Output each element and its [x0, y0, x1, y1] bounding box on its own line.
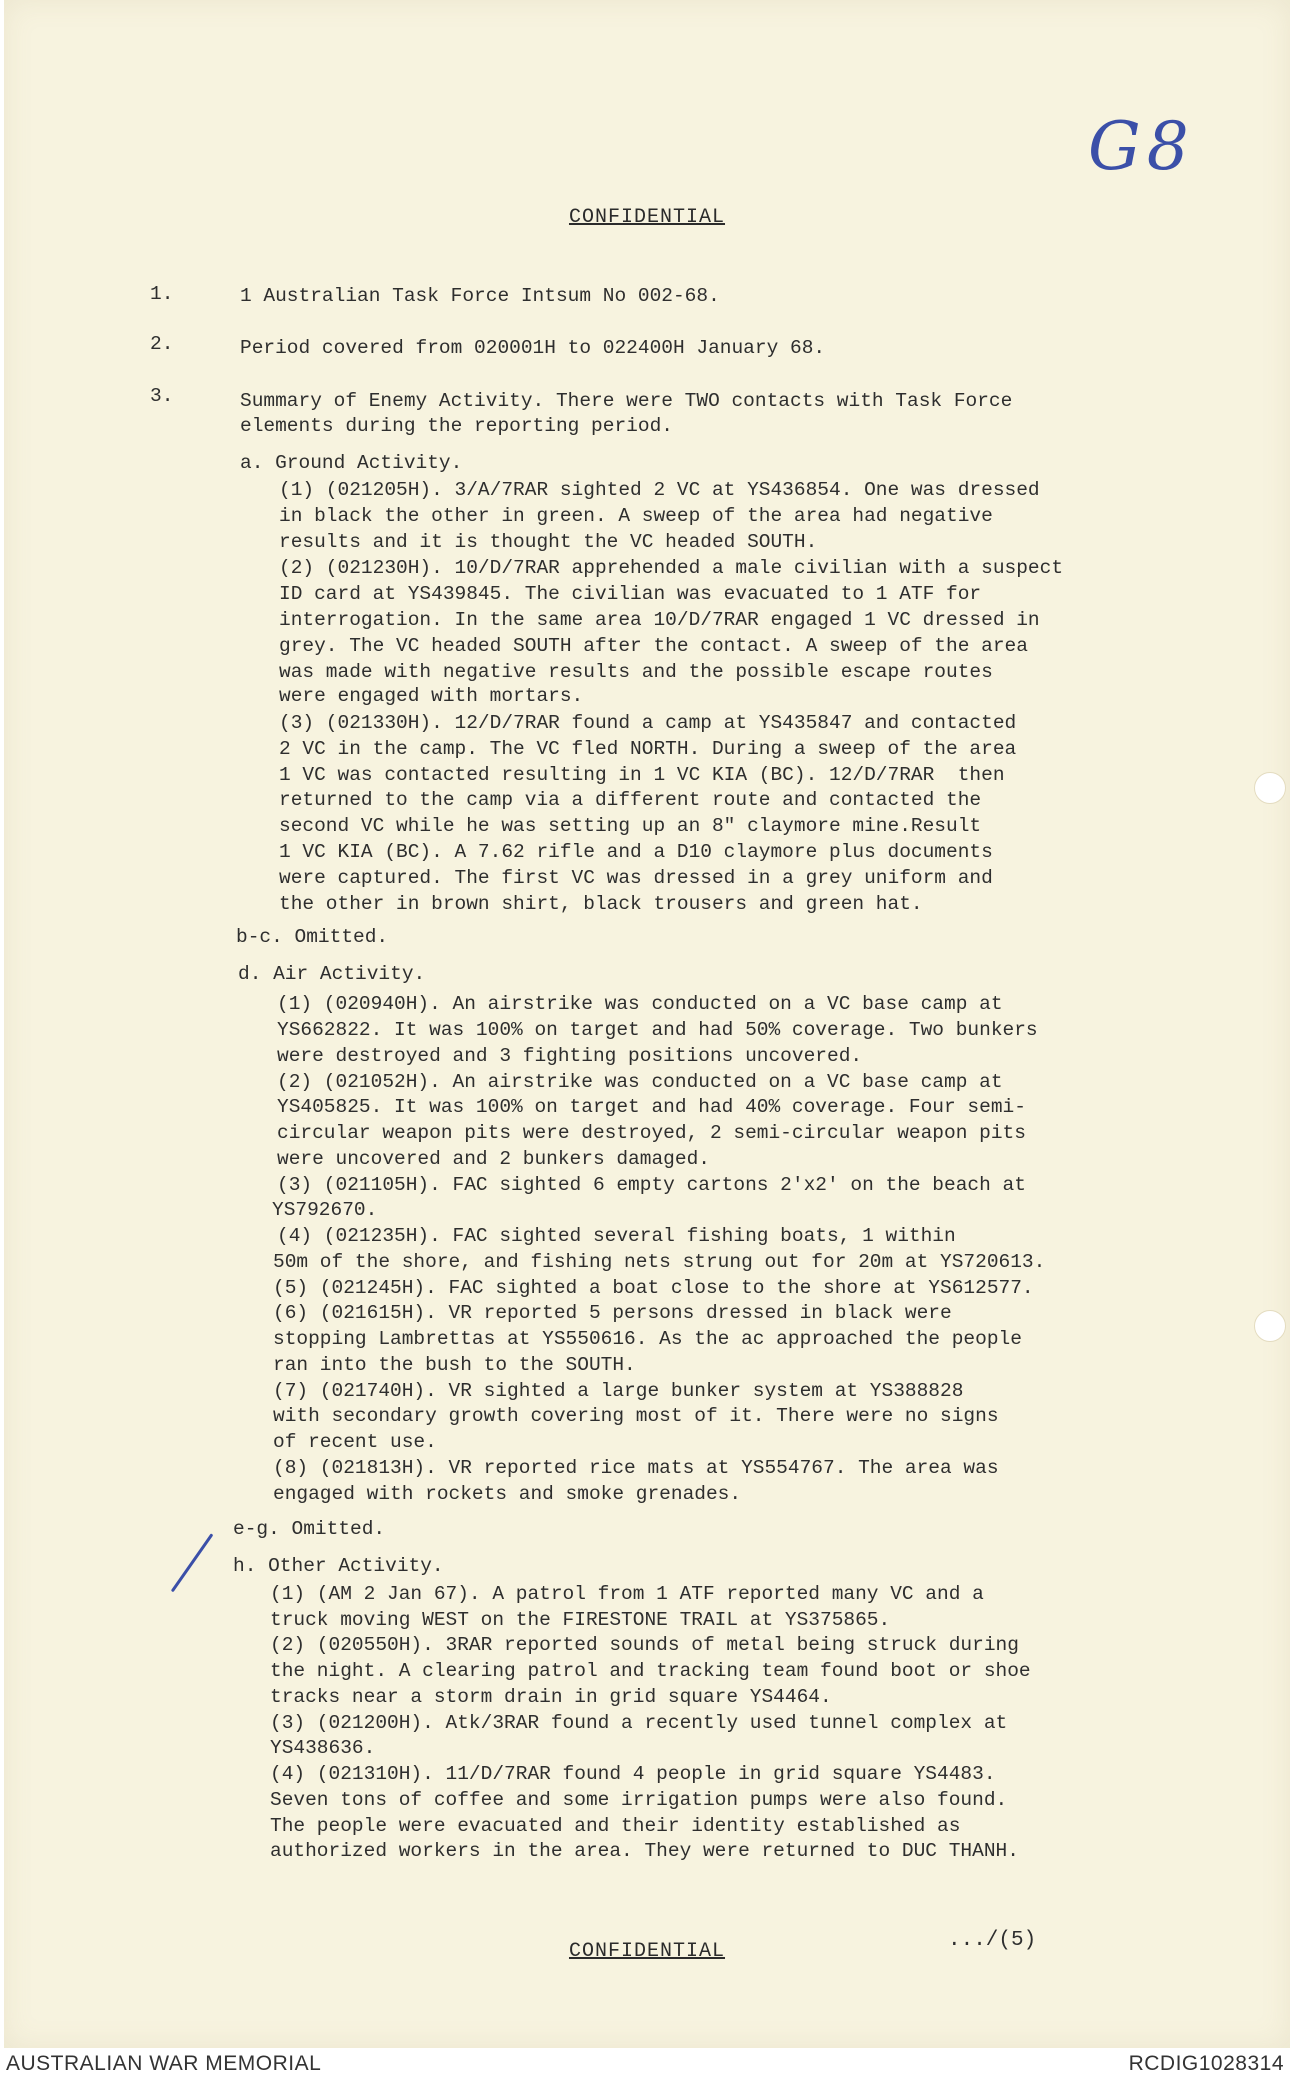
archive-source: AUSTRALIAN WAR MEMORIAL: [6, 2052, 322, 2075]
air-line: (3) (021105H). FAC sighted 6 empty cartons 2'x2' on the beach at: [277, 1174, 1026, 1196]
other-line: truck moving WEST on the FIRESTONE TRAIL at YS375865.: [270, 1609, 891, 1631]
ground-line: grey. The VC headed SOUTH after the contact. A sweep of the area: [279, 635, 1028, 657]
other-line: (4) (021310H). 11/D/7RAR found 4 people in grid square YS4483.: [270, 1763, 996, 1785]
item-number: 3.: [150, 385, 174, 407]
item-text: Period covered from 020001H to 022400H January 68.: [240, 337, 826, 359]
item-text: 1 Australian Task Force Intsum No 002-68.: [240, 285, 720, 307]
ground-line: (3) (021330H). 12/D/7RAR found a camp at YS435847 and contacted: [279, 712, 1017, 734]
ground-line: 1 VC KIA (BC). A 7.62 rifle and a D10 claymore plus documents: [279, 841, 993, 863]
other-line: authorized workers in the area. They were returned to DUC THANH.: [270, 1840, 1019, 1862]
air-line: of recent use.: [273, 1431, 437, 1453]
air-line: (5) (021245H). FAC sighted a boat close to the shore at YS612577.: [273, 1277, 1034, 1299]
item-text-line: Summary of Enemy Activity. There were TWO contacts with Task Force: [240, 390, 1013, 412]
air-line: (8) (021813H). VR reported rice mats at YS554767. The area was: [273, 1457, 999, 1479]
air-line: ran into the bush to the SOUTH.: [273, 1354, 636, 1376]
item-number: 1.: [150, 283, 174, 305]
ground-line: 2 VC in the camp. The VC fled NORTH. During a sweep of the area: [279, 738, 1017, 760]
ground-line: was made with negative results and the possible escape routes: [279, 661, 993, 683]
footer-classification: CONFIDENTIAL: [568, 1940, 726, 1963]
ground-line: ID card at YS439845. The civilian was evacuated to 1 ATF for: [279, 583, 982, 605]
other-line: The people were evacuated and their identity established as: [270, 1815, 961, 1837]
ground-line: in black the other in green. A sweep of the area had negative: [279, 505, 993, 527]
ground-line: the other in brown shirt, black trousers and green hat.: [279, 893, 923, 915]
ground-line: second VC while he was setting up an 8" claymore mine.Result: [279, 815, 982, 837]
air-line: stopping Lambrettas at YS550616. As the ac approached the people: [273, 1328, 1022, 1350]
section-title-ground: a. Ground Activity.: [240, 452, 463, 474]
air-line: (4) (021235H). FAC sighted several fishing boats, 1 within: [277, 1225, 956, 1247]
air-line: (7) (021740H). VR sighted a large bunker system at YS388828: [273, 1380, 964, 1402]
header-classification: CONFIDENTIAL: [568, 206, 726, 229]
omitted-eg: e-g. Omitted.: [233, 1518, 386, 1540]
archive-record-id: RCDIG1028314: [1128, 2052, 1284, 2075]
ground-line: (2) (021230H). 10/D/7RAR apprehended a male civilian with a suspect: [279, 557, 1064, 579]
item-text-line: elements during the reporting period.: [240, 415, 673, 437]
air-line: YS792670.: [272, 1199, 378, 1221]
other-line: (3) (021200H). Atk/3RAR found a recently used tunnel complex at: [270, 1712, 1008, 1734]
other-line: (1) (AM 2 Jan 67). A patrol from 1 ATF reported many VC and a: [270, 1583, 984, 1605]
ground-line: (1) (021205H). 3/A/7RAR sighted 2 VC at YS436854. One was dressed: [279, 479, 1040, 501]
other-line: the night. A clearing patrol and tracking team found boot or shoe: [270, 1660, 1031, 1682]
punch-hole-bottom: [1254, 1310, 1286, 1342]
ground-line: interrogation. In the same area 10/D/7RAR engaged 1 VC dressed in: [279, 609, 1040, 631]
ground-line: were captured. The first VC was dressed in a grey uniform and: [279, 867, 993, 889]
handwritten-reference: G8: [1088, 108, 1195, 185]
air-line: YS405825. It was 100% on target and had 40% coverage. Four semi-: [277, 1096, 1026, 1118]
air-line: were destroyed and 3 fighting positions uncovered.: [277, 1045, 863, 1067]
item-number: 2.: [150, 333, 174, 355]
punch-hole-top: [1254, 772, 1286, 804]
air-line: with secondary growth covering most of it. There were no signs: [273, 1405, 999, 1427]
air-line: (2) (021052H). An airstrike was conducted on a VC base camp at: [277, 1071, 1003, 1093]
other-line: YS438636.: [270, 1737, 376, 1759]
air-line: YS662822. It was 100% on target and had 50% coverage. Two bunkers: [277, 1019, 1038, 1041]
other-line: (2) (020550H). 3RAR reported sounds of metal being struck during: [270, 1634, 1019, 1656]
other-line: Seven tons of coffee and some irrigation pumps were also found.: [270, 1789, 1008, 1811]
ground-line: 1 VC was contacted resulting in 1 VC KIA (BC). 12/D/7RAR then: [279, 764, 1005, 786]
air-line: (1) (020940H). An airstrike was conducted on a VC base camp at: [277, 993, 1003, 1015]
section-title-air: d. Air Activity.: [238, 963, 426, 985]
omitted-bc: b-c. Omitted.: [236, 926, 389, 948]
other-line: tracks near a storm drain in grid square YS4464.: [270, 1686, 832, 1708]
ground-line: were engaged with mortars.: [279, 685, 584, 707]
air-line: 50m of the shore, and fishing nets strung out for 20m at YS720613.: [273, 1251, 1046, 1273]
air-line: were uncovered and 2 bunkers damaged.: [277, 1148, 710, 1170]
air-line: engaged with rockets and smoke grenades.: [273, 1483, 742, 1505]
air-line: circular weapon pits were destroyed, 2 semi-circular weapon pits: [277, 1122, 1026, 1144]
ground-line: returned to the camp via a different route and contacted the: [279, 789, 982, 811]
section-title-other: h. Other Activity.: [233, 1555, 444, 1577]
page-continuation: .../(5): [948, 1929, 1037, 1952]
ground-line: results and it is thought the VC headed SOUTH.: [279, 531, 818, 553]
air-line: (6) (021615H). VR reported 5 persons dressed in black were: [273, 1302, 952, 1324]
